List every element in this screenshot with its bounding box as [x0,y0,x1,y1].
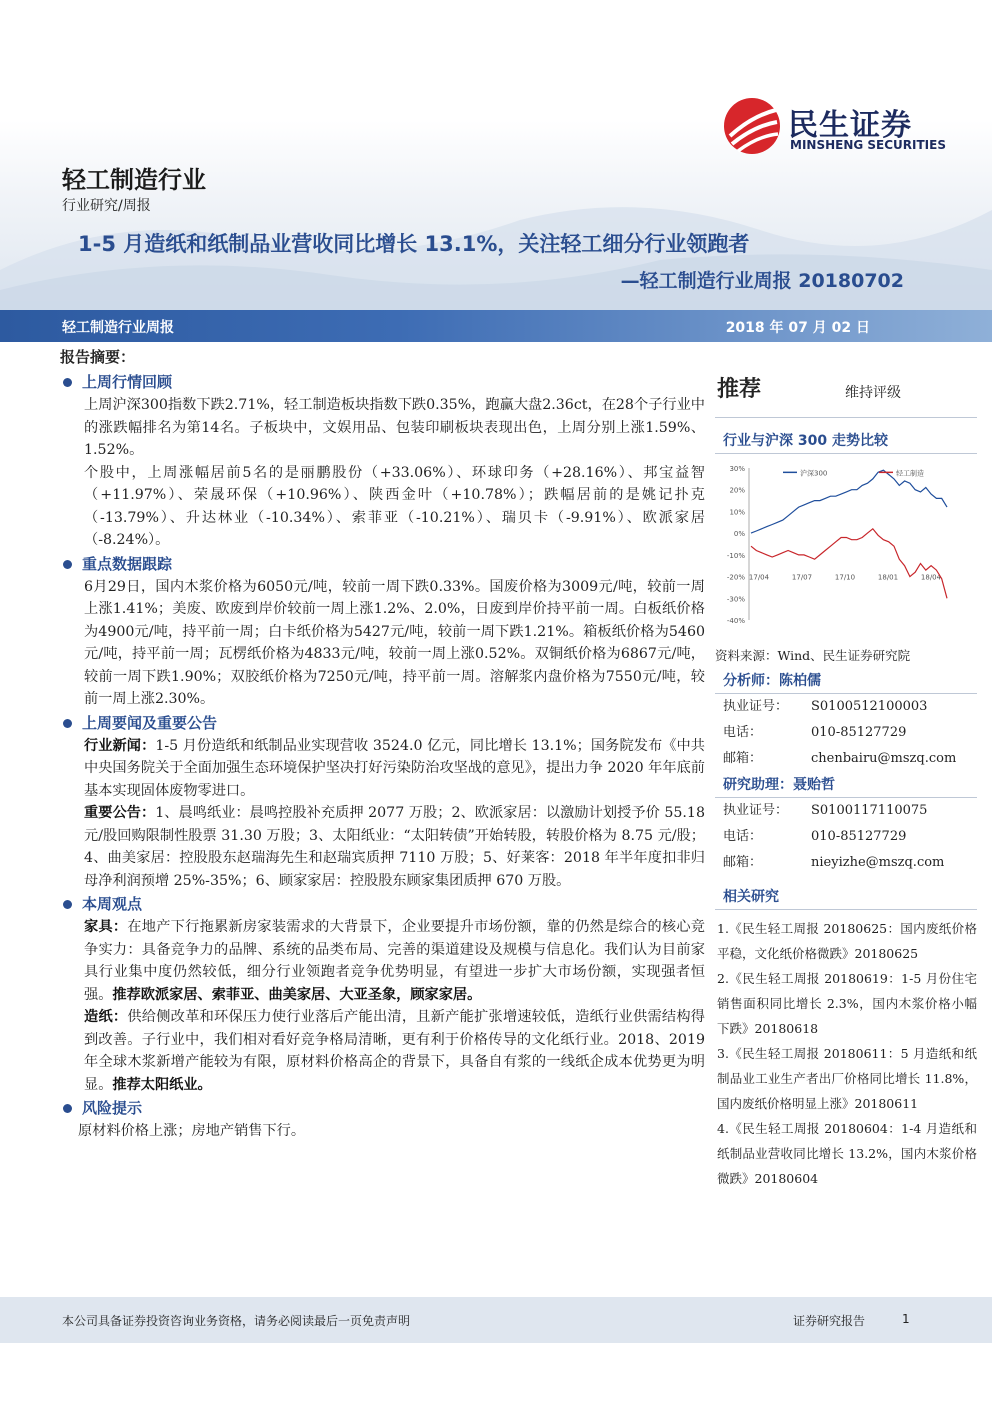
brand-name-cn: 民生证券 [788,108,912,143]
related-heading: 相关研究 [715,884,977,910]
risk-para: 原材料价格上涨；房地产销售下行。 [78,1123,306,1139]
legend-label: 轻工制造 [896,469,924,478]
report-type: 行业研究/周报 [62,198,151,214]
analyst-license [715,694,977,720]
brand-logo [722,96,952,156]
analyst-phone-key: 电话： [723,725,763,740]
assistant-license [715,798,977,824]
chart-heading: 行业与沪深 300 走势比较 [715,428,977,454]
assistant-email [715,850,977,876]
assistant-phone [715,824,977,850]
y-tick-label: 30% [729,465,745,473]
assistant-email-key: 邮箱： [723,855,763,870]
market-review-para: 上周沪深300指数下跌2.71%，轻工制造板块指数下跌0.35%，跑赢大盘2.36ct，在28个子行业中的涨跌幅排名为第14名。子板块中，文娱用品、包装印刷板块表现出色，上周分别上涨1.59%、1.52%。 [84,397,705,458]
y-tick-label: -10% [726,551,745,560]
analyst-heading: 分析师：陈柏儒 [715,668,977,694]
related-item[interactable]: 2.《民生轻工周报 20180619：1-5 月份住宅销售面积同比增长 2.3%，国内木浆价格小幅下跌》20180618 [717,971,977,1036]
legend-label: 沪深300 [800,469,828,478]
trend-chart-svg [715,460,955,640]
assistant-license-key: 执业证号： [723,803,789,818]
analyst-phone [715,720,977,746]
minsheng-logo-icon [722,96,782,156]
announcements-label: 重要公告： [84,805,156,821]
analyst-email-key: 邮箱： [723,751,763,766]
industry-news-text: 1-5 月份造纸和纸制品业实现营收 3524.0 亿元，同比增长 13.1%；国务院发布《中共中央国务院关于全面加强生态环境保护坚决打好污染防治攻坚战的意见》，提出力争 2020 年年底前基本实现固体废物零进口。 [84,737,705,799]
section-heading-risk: 风险提示 [60,1096,705,1120]
rating-main: 推荐 [717,377,762,402]
paper-label: 造纸： [84,1009,128,1025]
assistant-phone-value: 010-85127729 [811,829,907,844]
data-tracking-para: 6月29日，国内木浆价格为6050元/吨，较前一周下跌0.33%。国废价格为3009元/吨，较前一周上涨1.41%；美废、欧废到岸价较前一周上涨1.2%、2.0%，日废到岸价持平前一周。白板纸价格为4900元/吨，持平前一周；白卡纸价格为5427元/吨，较前一周下跌1.21%。箱板纸价格为5460元/吨，持平前一周；瓦楞纸价格为4833元/吨，较前一周上涨0.52%。双铜纸价格为6867元/吨，较前一周下跌1.90%；双胶纸价格为7250元/吨，持平前一周。溶解浆内盘价格为7550元/吨，较前一周上涨2.30%。 [84,578,705,707]
paper-recommendation: 推荐太阳纸业。 [112,1076,212,1093]
y-tick-label: 0% [733,530,745,539]
analyst-license-value: S0100512100003 [811,699,928,714]
assistant-heading: 研究助理：聂贻哲 [715,772,977,798]
furniture-view-para [60,916,705,1006]
x-tick-label: 18/01 [877,573,899,582]
series-line [748,529,947,599]
section-heading-view: 本周观点 [60,892,705,916]
paper-text: 供给侧改革和环保压力使行业落后产能出清，且新产能扩张增速较低，造纸行业供需结构得到改善。子行业中，我们相对看好竞争格局清晰，更有利于价格传导的文化纸行业。2018、2019年全球木浆新增产能较为有限，原材料价格高企的背景下，具备自有浆的一线纸企成本优势更为明显。 [84,1009,705,1093]
sector-title: 轻工制造行业 [62,166,206,194]
rating-box [715,346,977,418]
trend-chart [715,460,955,640]
analyst-phone-value: 010-85127729 [811,725,907,740]
furniture-recommendation: 推荐欧派家居、索菲亚、曲美家居、大亚圣象，顾家家居。 [112,986,482,1003]
y-tick-label: -30% [726,595,745,604]
rating-sub: 维持评级 [845,385,901,401]
industry-news-para [60,735,705,803]
related-item[interactable]: 3.《民生轻工周报 20180611：5 月造纸和纸制品业工业生产者出厂价格同比增长 11.8%，国内废纸价格明显上涨》20180611 [717,1046,977,1111]
paper-view-para [60,1006,705,1096]
y-tick-label: 10% [729,508,745,517]
bar-report-name: 轻工制造行业周报 [62,320,174,336]
report-subtitle: —轻工制造行业周报 20180702 [620,270,904,292]
summary-label: 报告摘要： [60,348,136,366]
x-tick-label: 17/04 [748,573,770,582]
page-footer [0,1297,992,1343]
summary-column [60,346,705,1143]
x-tick-label: 17/07 [791,573,813,582]
assistant-license-value: S0100117110075 [811,803,928,818]
y-tick-label: -40% [726,617,745,625]
chart-source: 资料来源：Wind、民生证券研究院 [715,648,911,663]
x-tick-label: 18/04 [920,573,942,582]
analyst-email [715,746,977,772]
related-item[interactable]: 4.《民生轻工周报 20180604：1-4 月造纸和纸制品业营收同比增长 13.2%，国内木浆价格微跌》20180604 [717,1121,977,1186]
assistant-email-value[interactable]: nieyizhe@mszq.com [811,855,945,870]
announcements-text: 1、晨鸣纸业：晨鸣控股补充质押 2077 万股；2、欧派家居：以激励计划授予价 55.18 元/股回购限制性股票 31.30 万股；3、太阳纸业：“太阳转债”开始转股，转股价格为 8.75 元/股；4、曲美家居：控股股东赵瑞海先生和赵瑞宾质押 7110 万股；5、好莱客：2018 年半年度扣非归母净利润预增 25%-35%；6、顾家家居：控股股东顾家集团质押 670 万股。 [84,805,705,889]
stock-movers-para: 个股中，上周涨幅居前5名的是丽鹏股份（+33.06%）、环球印务（+28.16%）、邦宝益智（+11.97%）、荣晟环保（+10.96%）、陕西金叶（+10.78%）；跌幅居前的是姚记扑克（-13.79%）、升达林业（-10.34%）、索菲亚（-10.21%）、瑞贝卡（-9.91%）、欧派家居（-8.24%）。 [84,464,705,548]
report-title: 1-5 月造纸和纸制品业营收同比增长 13.1%，关注轻工细分行业领跑者 [78,232,750,256]
furniture-label: 家具： [84,919,128,935]
footer-disclaimer: 本公司具备证券投资咨询业务资格，请务必阅读最后一页免责声明 [62,1314,411,1328]
section-heading-news: 上周要闻及重要公告 [60,711,705,735]
bar-date: 2018 年 07 月 02 日 [725,320,870,336]
title-bar [0,310,992,342]
related-item[interactable]: 1.《民生轻工周报 20180625：国内废纸价格平稳，文化纸价格微跌》20180625 [717,921,977,961]
y-tick-label: 20% [729,486,745,495]
y-tick-label: -20% [726,573,745,582]
series-line [751,470,947,533]
page-number: 1 [902,1312,910,1326]
furniture-text: 在地产下行拖累新房家装需求的大背景下，企业要提升市场份额，靠的仍然是综合的核心竞争实力：具备竞争力的品牌、系统的品类布局、完善的渠道建设及规模与信息化。我们认为目前家具行业集中度仍然较低，细分行业领跑者竞争优势明显，有望进一步扩大市场份额，实现强者恒强。 [84,919,705,1003]
analyst-license-key: 执业证号： [723,699,789,714]
analyst-email-value[interactable]: chenbairu@mszq.com [811,751,957,766]
footer-report-type: 证券研究报告 [793,1314,866,1328]
section-heading-market: 上周行情回顾 [60,370,705,394]
brand-name-en: MINSHENG SECURITIES [790,138,946,152]
x-tick-label: 17/10 [834,573,856,582]
section-heading-data: 重点数据跟踪 [60,552,705,576]
announcements-para [60,802,705,892]
assistant-phone-key: 电话： [723,829,763,844]
sidebar [715,346,977,1191]
industry-news-label: 行业新闻： [84,737,156,754]
